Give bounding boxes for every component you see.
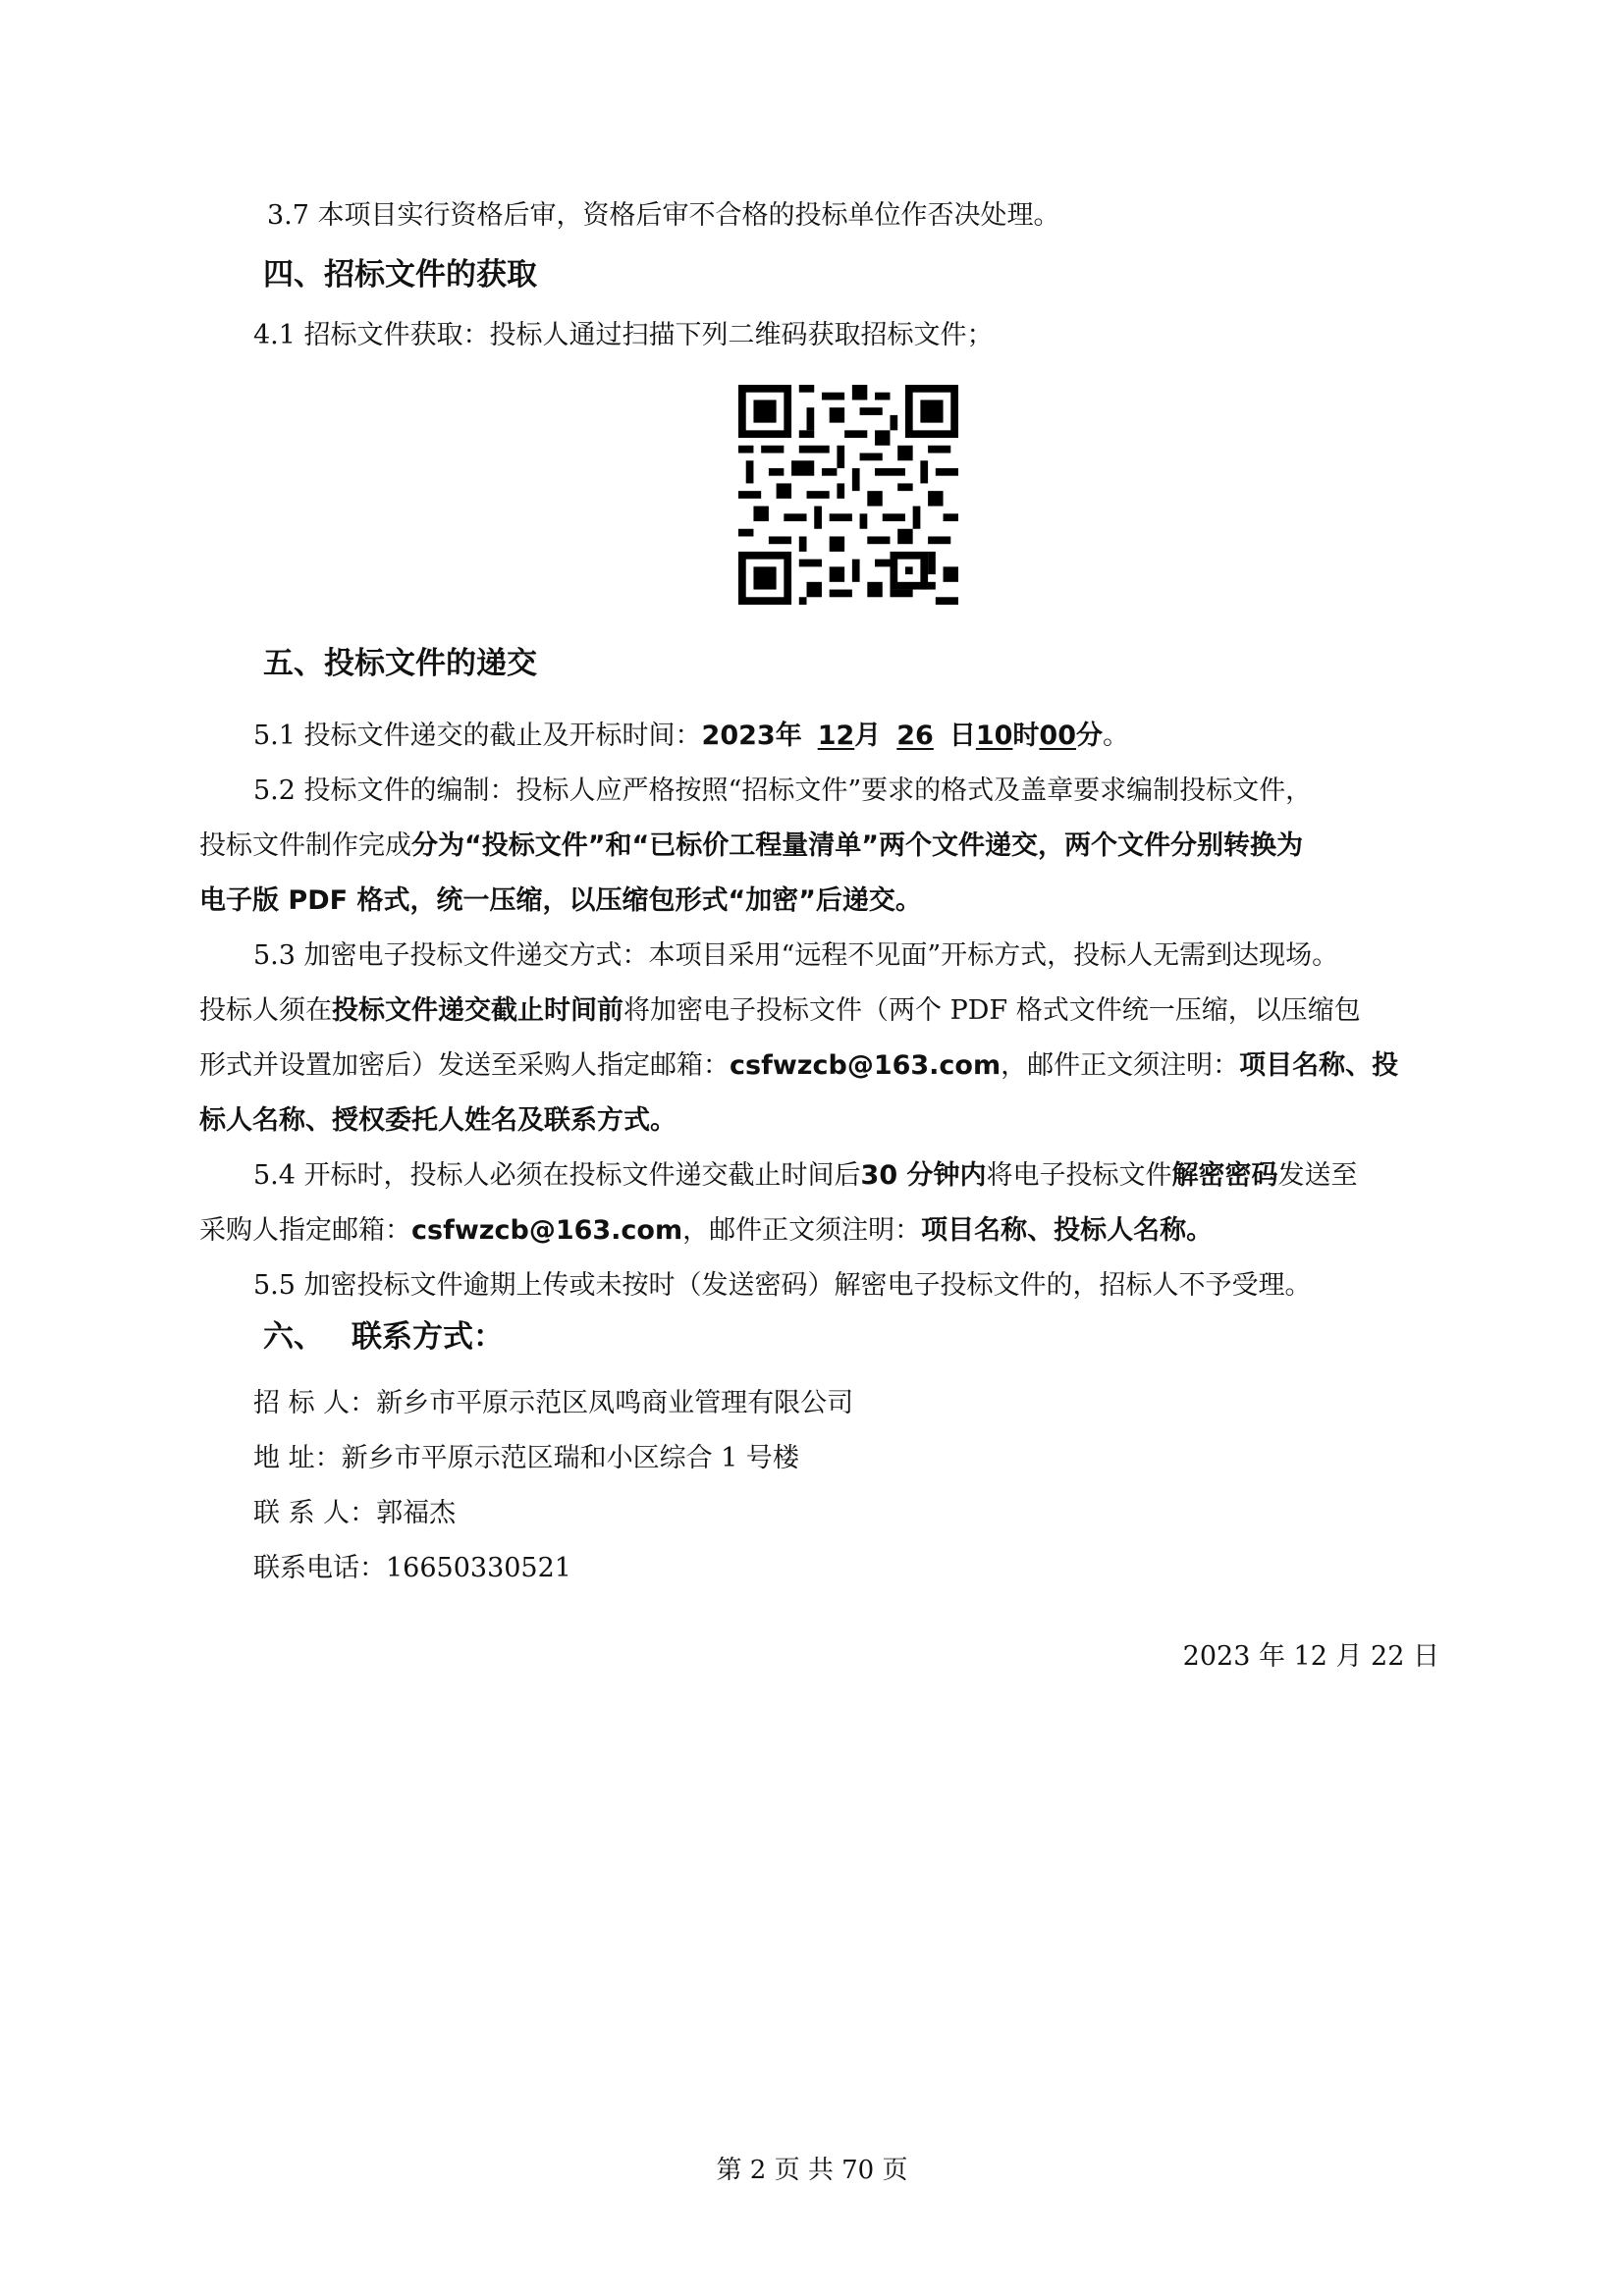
clause-5-3-text: 投标人须在 [199, 995, 332, 1026]
email-address-2: csfwzcb@163.com [411, 1215, 683, 1246]
year-label: 年 [775, 721, 802, 751]
heading-section-6-number: 六、 [263, 1319, 324, 1355]
clause-5-4-bold-password: 解密密码 [1171, 1160, 1278, 1191]
contact-phone: 联系电话：16650330521 [253, 1553, 571, 1583]
clause-5-1-text: 5.1 投标文件递交的截止及开标时间： [253, 721, 702, 751]
clause-5-3-text-2: 将加密电子投标文件（两个 PDF 格式文件统一压缩，以压缩包 [623, 995, 1361, 1026]
clause-5-3-line-3 [199, 1046, 1436, 1086]
clause-5-1 [253, 717, 1490, 756]
clause-5-4-bold-time: 30 分钟内 [860, 1160, 987, 1191]
heading-section-6-title: 联系方式： [352, 1319, 504, 1355]
clause-5-4-text-3: 发送至 [1277, 1160, 1358, 1191]
contact-person: 联 系 人：郭福杰 [253, 1498, 457, 1528]
clause-5-3-bold-items: 项目名称、投 [1239, 1050, 1399, 1081]
clause-5-3-text-3: 形式并设置加密后）发送至采购人指定邮箱： [199, 1050, 730, 1081]
clause-4-1: 4.1 招标文件获取：投标人通过扫描下列二维码获取招标文件； [253, 320, 994, 350]
deadline-month: 12 [817, 721, 855, 751]
heading-section-5: 五、投标文件的递交 [263, 646, 537, 681]
hour-label: 时 [1012, 721, 1040, 751]
minute-label: 分 [1076, 721, 1103, 751]
clause-5-3-text-4: ，邮件正文须注明： [1001, 1050, 1240, 1081]
clause-5-3-bold-deadline: 投标文件递交截止时间前 [332, 995, 623, 1026]
document-date: 2023 年 12 月 22 日 [1182, 1641, 1439, 1672]
clause-5-1-end: 。 [1103, 721, 1129, 751]
qr-code-image [738, 385, 958, 605]
deadline-day: 26 [896, 721, 934, 751]
email-address: csfwzcb@163.com [730, 1050, 1001, 1081]
contact-address: 地 址：新乡市平原示范区瑞和小区综合 1 号楼 [253, 1443, 799, 1473]
deadline-year: 2023 [701, 721, 776, 751]
deadline-hour: 10 [975, 721, 1013, 751]
clause-5-4-text: 5.4 开标时，投标人必须在投标文件递交截止时间后 [253, 1160, 861, 1191]
clause-5-4-text-2: 将电子投标文件 [986, 1160, 1172, 1191]
clause-5-4-text-4: 采购人指定邮箱： [199, 1215, 411, 1246]
heading-section-6 [263, 1317, 1500, 1357]
heading-section-4: 四、招标文件的获取 [263, 257, 537, 293]
clause-5-4-text-5: ，邮件正文须注明： [682, 1215, 922, 1246]
clause-5-4-line-2 [199, 1211, 1436, 1251]
contact-tenderer: 招 标 人：新乡市平原示范区凤鸣商业管理有限公司 [253, 1388, 854, 1418]
clause-5-2-line-3: 电子版 PDF 格式，统一压缩，以压缩包形式“加密”后递交。 [199, 885, 922, 916]
clause-5-4-line-1 [253, 1156, 1490, 1196]
clause-5-2-line-1: 5.2 投标文件的编制：投标人应严格按照“招标文件”要求的格式及盖章要求编制投标文件， [253, 775, 1313, 806]
clause-5-3-line-4: 标人名称、授权委托人姓名及联系方式。 [199, 1105, 677, 1136]
clause-5-2-bold: 分为“投标文件”和“已标价工程量清单”两个文件递交，两个文件分别转换为 [411, 830, 1303, 861]
page-footer: 第 2 页 共 70 页 [716, 2156, 908, 2185]
month-label: 月 [854, 721, 882, 751]
clause-5-5: 5.5 加密投标文件逾期上传或未按时（发送密码）解密电子投标文件的，招标人不予受理。 [253, 1270, 1312, 1301]
deadline-minute: 00 [1039, 721, 1076, 751]
clause-5-3-line-1: 5.3 加密电子投标文件递交方式：本项目采用“远程不见面”开标方式，投标人无需到达现场。 [253, 940, 1339, 971]
clause-5-2-line-2 [199, 827, 1436, 866]
clause-3-7: 3.7 本项目实行资格后审，资格后审不合格的投标单位作否决处理。 [267, 200, 1060, 231]
clause-5-4-bold-items: 项目名称、投标人名称。 [921, 1215, 1214, 1246]
clause-5-2-text: 投标文件制作完成 [199, 830, 411, 861]
day-label: 日 [948, 721, 976, 751]
clause-5-3-line-2 [199, 991, 1436, 1031]
